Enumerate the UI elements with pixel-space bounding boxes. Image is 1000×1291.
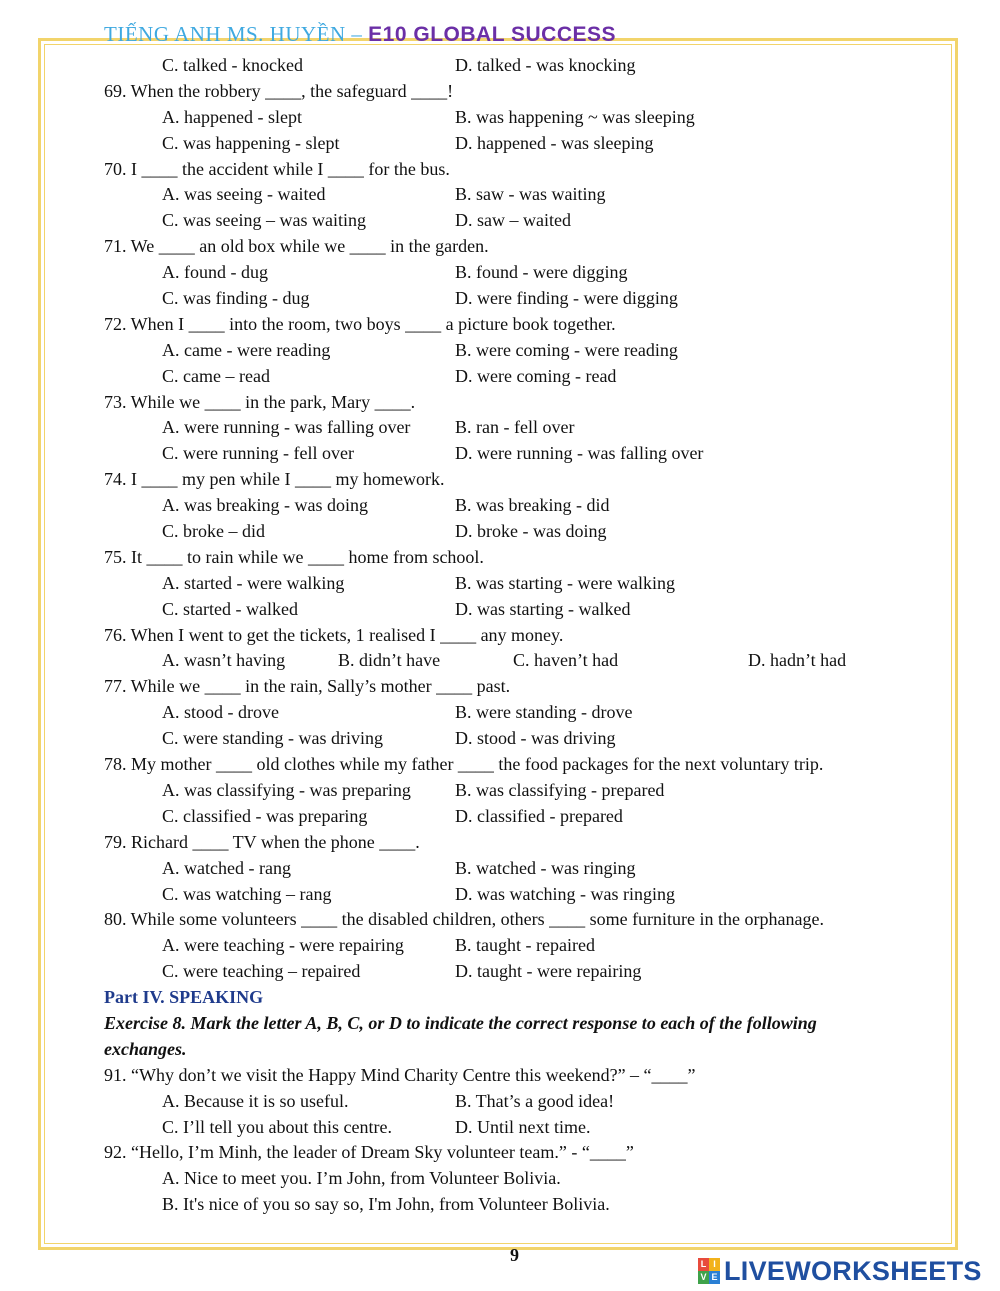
answer-option[interactable]: D. broke - was doing	[455, 521, 607, 542]
answer-option[interactable]: D. classified - prepared	[455, 805, 623, 826]
options-line	[104, 700, 894, 726]
options-line	[104, 338, 894, 364]
q-text: 76. When I went to get the tickets, 1 realised I ____ any money.	[104, 624, 564, 645]
answer-option[interactable]: B. were coming - were reading	[455, 339, 678, 360]
options-line	[104, 286, 894, 312]
options-line	[104, 493, 894, 519]
q-text: 80. While some volunteers ____ the disabled children, others ____ some furniture in the orphanage.	[104, 909, 824, 930]
q-text: 70. I ____ the accident while I ____ for the bus.	[104, 158, 450, 179]
answer-option[interactable]: B. were standing - drove	[455, 702, 633, 723]
options-line	[104, 778, 894, 804]
options-line	[104, 597, 894, 623]
options-line	[104, 959, 894, 985]
q-text: 73. While we ____ in the park, Mary ____.	[104, 391, 416, 412]
answer-option[interactable]: B. watched - was ringing	[455, 857, 636, 878]
answer-option[interactable]: D. hadn’t had	[748, 650, 847, 671]
options-line	[104, 131, 894, 157]
answer-option[interactable]: B. ran - fell over	[455, 417, 575, 438]
answer-option[interactable]: C. came – read	[162, 365, 270, 386]
answer-option[interactable]: C. was watching – rang	[162, 883, 332, 904]
answer-option[interactable]: A. was breaking - was doing	[162, 495, 368, 516]
answer-option[interactable]: B. was happening ~ was sleeping	[455, 106, 695, 127]
answer-option[interactable]: D. were running - was falling over	[455, 443, 704, 464]
question-line	[104, 623, 894, 649]
options-line	[104, 208, 894, 234]
answer-option[interactable]: B. was breaking - did	[455, 495, 610, 516]
liveworksheets-logo-text: LIVEWORKSHEETS	[724, 1255, 982, 1286]
instr-text: exchanges.	[104, 1038, 187, 1059]
part-text: Part IV. SPEAKING	[104, 987, 264, 1008]
options-line	[104, 1166, 894, 1192]
answer-option[interactable]: B. found - were digging	[455, 262, 628, 283]
liveworksheets-logo	[698, 1257, 982, 1285]
answer-option[interactable]: C. were teaching – repaired	[162, 961, 361, 982]
answer-option[interactable]: A. happened - slept	[162, 106, 302, 127]
options-line	[104, 1192, 894, 1218]
answer-option[interactable]: C. started - walked	[162, 598, 298, 619]
answer-option[interactable]: D. were finding - were digging	[455, 288, 678, 309]
options-line	[104, 882, 894, 908]
question-line	[104, 157, 894, 183]
question-line	[104, 390, 894, 416]
q-text: 79. Richard ____ TV when the phone ____.	[104, 831, 420, 852]
logo-letter-l: L	[698, 1258, 709, 1271]
answer-option[interactable]: C. haven’t had	[513, 650, 619, 671]
answer-option[interactable]: D. saw – waited	[455, 210, 571, 231]
answer-option[interactable]: D. taught - were repairing	[455, 961, 642, 982]
answer-option[interactable]: A. started - were walking	[162, 572, 345, 593]
question-line	[104, 752, 894, 778]
q-text: 92. “Hello, I’m Minh, the leader of Dream Sky volunteer team.” - “____”	[104, 1142, 634, 1163]
answer-option[interactable]: D. was starting - walked	[455, 598, 631, 619]
options-line	[104, 415, 894, 441]
answer-option[interactable]: C. were running - fell over	[162, 443, 354, 464]
options-line	[104, 364, 894, 390]
q-text: 69. When the robbery ____, the safeguard ____!	[104, 80, 454, 101]
header-course: E10 GLOBAL SUCCESS	[368, 23, 617, 46]
answer-option[interactable]: A. watched - rang	[162, 857, 291, 878]
answer-option[interactable]: A. Because it is so useful.	[162, 1090, 349, 1111]
answer-option[interactable]: D. stood - was driving	[455, 728, 616, 749]
q-text: 74. I ____ my pen while I ____ my homework.	[104, 469, 445, 490]
worksheet-content	[104, 53, 894, 1218]
question-line	[104, 1140, 894, 1166]
question-line	[104, 830, 894, 856]
answer-option[interactable]: B. was classifying - prepared	[455, 779, 665, 800]
answer-option[interactable]: C. talked - knocked	[162, 55, 303, 75]
q-text: 72. When I ____ into the room, two boys ____ a picture book together.	[104, 313, 616, 334]
answer-option[interactable]: C. was seeing – was waiting	[162, 210, 366, 231]
logo-letter-i: I	[709, 1258, 720, 1271]
options-line	[104, 1115, 894, 1141]
page-header	[104, 22, 616, 47]
question-line	[104, 312, 894, 338]
options-line	[104, 441, 894, 467]
answer-option[interactable]: D. happened - was sleeping	[455, 132, 654, 153]
q-text: 75. It ____ to rain while we ____ home from school.	[104, 546, 484, 567]
answer-option[interactable]: A. was seeing - waited	[162, 184, 326, 205]
answer-option[interactable]: C. broke – did	[162, 521, 265, 542]
question-line	[104, 907, 894, 933]
answer-option[interactable]: C. was finding - dug	[162, 288, 310, 309]
options-line	[104, 804, 894, 830]
answer-option[interactable]: D. talked - was knocking	[455, 55, 636, 75]
answer-option[interactable]: C. were standing - was driving	[162, 728, 383, 749]
options-line	[104, 933, 894, 959]
answer-option[interactable]: A. were running - was falling over	[162, 417, 411, 438]
answer-option[interactable]: B. saw - was waiting	[455, 184, 606, 205]
logo-letter-e: E	[709, 1271, 720, 1284]
q-text: 77. While we ____ in the rain, Sally’s mother ____ past.	[104, 676, 511, 697]
options-line	[104, 571, 894, 597]
q-text: 71. We ____ an old box while we ____ in the garden.	[104, 236, 489, 257]
answer-option[interactable]: B. didn’t have	[338, 650, 441, 671]
options-line	[104, 856, 894, 882]
answer-option[interactable]: D. was watching - was ringing	[455, 883, 675, 904]
answer-option[interactable]: B. It's nice of you so say so, I'm John, from Volunteer Bolivia.	[162, 1194, 610, 1215]
question-line	[104, 79, 894, 105]
answer-option[interactable]: A. Nice to meet you. I’m John, from Volunteer Bolivia.	[162, 1168, 561, 1189]
answer-option[interactable]: B. taught - repaired	[455, 935, 595, 956]
options-line	[104, 519, 894, 545]
answer-option[interactable]: A. wasn’t having	[162, 650, 286, 671]
options-line	[104, 1089, 894, 1115]
answer-option[interactable]: A. were teaching - were repairing	[162, 935, 404, 956]
options-line	[104, 726, 894, 752]
answer-option[interactable]: A. was classifying - was preparing	[162, 779, 411, 800]
part-heading	[104, 985, 894, 1011]
question-line	[104, 674, 894, 700]
answer-option[interactable]: A. found - dug	[162, 262, 268, 283]
question-line	[104, 545, 894, 571]
liveworksheets-logo-icon	[698, 1258, 720, 1284]
question-line	[104, 234, 894, 260]
exercise-instruction	[104, 1037, 894, 1063]
answer-option[interactable]: D. Until next time.	[455, 1116, 591, 1137]
answer-option[interactable]: C. classified - was preparing	[162, 805, 368, 826]
answer-option[interactable]: A. came - were reading	[162, 339, 331, 360]
options-line	[104, 53, 894, 79]
options-line	[104, 105, 894, 131]
options-line	[104, 648, 894, 674]
question-line	[104, 467, 894, 493]
logo-letter-v: V	[698, 1271, 709, 1284]
page-number: 9	[510, 1245, 519, 1265]
question-line	[104, 1063, 894, 1089]
answer-option[interactable]: A. stood - drove	[162, 702, 279, 723]
answer-option[interactable]: B. That’s a good idea!	[455, 1090, 615, 1111]
exercise-instruction	[104, 1011, 894, 1037]
options-line	[104, 182, 894, 208]
answer-option[interactable]: D. were coming - read	[455, 365, 617, 386]
answer-option[interactable]: C. I’ll tell you about this centre.	[162, 1116, 392, 1137]
answer-option[interactable]: C. was happening - slept	[162, 132, 340, 153]
answer-option[interactable]: B. was starting - were walking	[455, 572, 675, 593]
q-text: 78. My mother ____ old clothes while my father ____ the food packages for the next voluntary trip.	[104, 754, 824, 775]
options-line	[104, 260, 894, 286]
q-text: 91. “Why don’t we visit the Happy Mind Charity Centre this weekend?” – “____”	[104, 1064, 696, 1085]
instr-text: Exercise 8. Mark the letter A, B, C, or D to indicate the correct response to each of the following	[104, 1012, 817, 1033]
header-teacher: TIẾNG ANH MS. HUYỀN –	[104, 22, 369, 46]
